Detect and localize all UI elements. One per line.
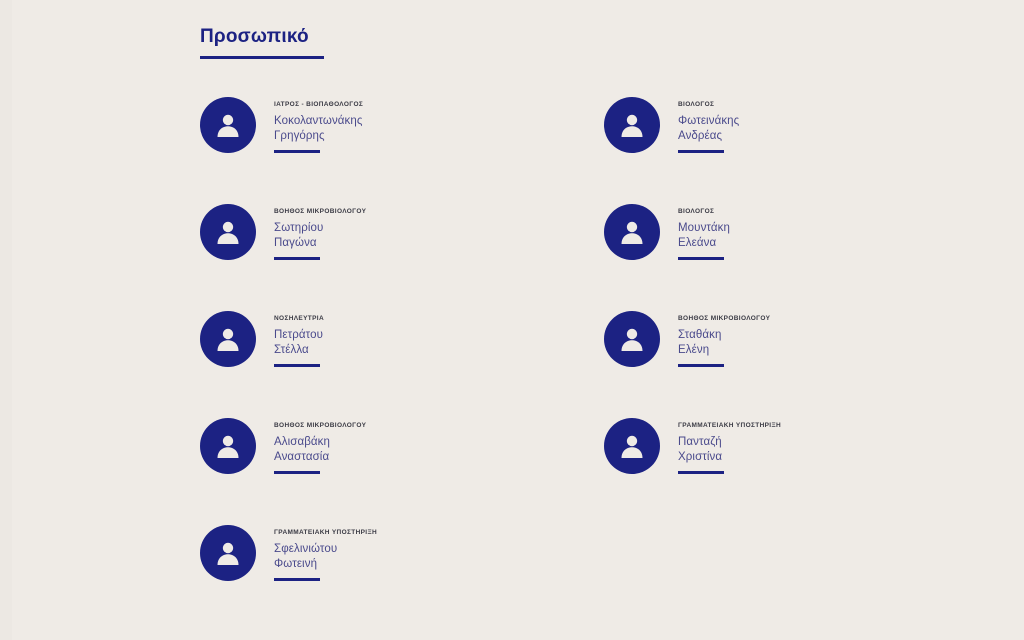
person-info [274,309,324,367]
person-first-name: Στέλλα [274,343,309,356]
page-content [200,26,960,630]
avatar [200,311,256,367]
staff-columns [200,95,960,630]
person-info [274,523,377,581]
person-role: ΒΟΗΘΟΣ ΜΙΚΡΟΒΙΟΛΟΓΟΥ [274,208,367,215]
person-first-name: Ελένη [678,343,710,356]
list-item[interactable] [200,309,520,416]
person-last-name: Φωτεινάκης [678,114,740,127]
person-role: ΒΟΗΘΟΣ ΜΙΚΡΟΒΙΟΛΟΓΟΥ [274,422,367,429]
avatar [604,97,660,153]
list-item[interactable] [200,416,520,523]
person-first-name: Φωτεινή [274,557,318,570]
person-last-name: Κοκολαντωνάκης [274,114,363,127]
list-item[interactable] [200,95,520,202]
person-role: ΓΡΑΜΜΑΤΕΙΑΚΗ ΥΠΟΣΤΗΡΙΞΗ [274,529,378,536]
left-edge-strip [0,0,12,640]
avatar [604,418,660,474]
avatar [200,97,256,153]
person-role: ΝΟΣΗΛΕΥΤΡΙΑ [274,315,325,322]
person-underline [274,364,320,367]
person-role: ΓΡΑΜΜΑΤΕΙΑΚΗ ΥΠΟΣΤΗΡΙΞΗ [678,422,782,429]
person-first-name: Χριστίνα [678,450,723,463]
person-underline [274,578,320,581]
person-info [678,309,770,367]
page-title: Προσωπικό [200,26,309,47]
person-first-name: Ανδρέας [678,129,723,142]
list-item[interactable] [604,202,924,309]
person-underline [274,150,320,153]
person-role: ΒΙΟΛΟΓΟΣ [678,208,715,215]
person-last-name: Πανταζή [678,435,722,448]
person-first-name: Παγώνα [274,236,317,249]
person-info [274,416,366,474]
person-underline [678,471,724,474]
list-item[interactable] [200,523,520,630]
person-last-name: Σφελινιώτου [274,542,338,555]
person-role: ΒΟΗΘΟΣ ΜΙΚΡΟΒΙΟΛΟΓΟΥ [678,315,771,322]
avatar [200,525,256,581]
avatar [200,418,256,474]
person-last-name: Σταθάκη [678,328,722,341]
list-item[interactable] [604,95,924,202]
person-last-name: Αλισαβάκη [274,435,331,448]
list-item[interactable] [200,202,520,309]
person-last-name: Σωτηρίου [274,221,324,234]
person-info [678,416,781,474]
person-info [678,95,739,153]
title-underline [200,56,324,59]
person-last-name: Μουντάκη [678,221,730,234]
person-underline [678,364,724,367]
person-underline [678,150,724,153]
person-info [274,202,366,260]
avatar [200,204,256,260]
list-item[interactable] [604,309,924,416]
staff-column-left [200,95,520,630]
person-last-name: Πετράτου [274,328,324,341]
person-first-name: Αναστασία [274,450,330,463]
person-info [678,202,730,260]
avatar [604,204,660,260]
person-role: ΙΑΤΡΟΣ - ΒΙΟΠΑΘΟΛΟΓΟΣ [274,101,364,108]
person-underline [274,471,320,474]
person-role: ΒΙΟΛΟΓΟΣ [678,101,715,108]
list-item[interactable] [604,416,924,523]
avatar [604,311,660,367]
staff-column-right [604,95,924,630]
person-info [274,95,363,153]
person-first-name: Γρηγόρης [274,129,325,142]
person-underline [274,257,320,260]
person-underline [678,257,724,260]
person-first-name: Ελεάνα [678,236,717,249]
